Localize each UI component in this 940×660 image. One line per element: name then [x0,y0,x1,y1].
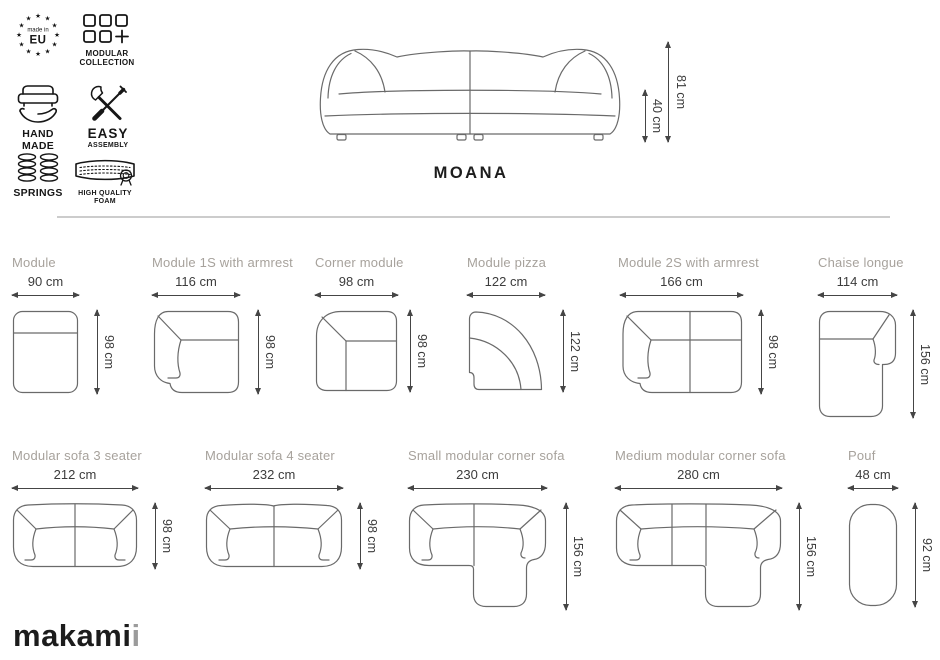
collection-label: COLLECTION [79,58,135,68]
svg-text:★: ★ [35,51,41,58]
module-name: Module 1S with armrest [152,255,293,270]
depth-arrow [155,503,156,569]
modular-collection-icon [83,14,131,45]
width-arrow [620,295,743,296]
depth-value: 98 cm [263,334,277,370]
module-top-view-drawing [12,310,79,394]
width-arrow [848,488,898,489]
depth-value: 98 cm [415,333,429,369]
depth-value: 98 cm [160,518,174,554]
badge-made-in-eu [13,10,63,60]
eu-label: EU [29,34,47,47]
depth-value: 98 cm [766,334,780,370]
width-value: 90 cm [27,274,64,289]
width-arrow [205,488,343,489]
svg-text:★: ★ [51,22,58,30]
width-value: 232 cm [252,467,296,482]
width-arrow [12,295,79,296]
width-value: 212 cm [53,467,97,482]
depth-value: 122 cm [568,330,582,372]
brand-logo [13,618,141,654]
width-arrow [818,295,897,296]
depth-arrow [258,310,259,394]
badge-hand-made [12,84,64,152]
depth-value: 98 cm [365,518,379,554]
depth-value: 92 cm [920,537,934,573]
module-name: Corner module [315,255,404,270]
depth-value: 156 cm [804,536,818,577]
brand-logo-accent: i [131,618,141,653]
module-name: Modular sofa 4 seater [205,448,335,463]
svg-text:★: ★ [16,32,22,39]
springs-label: SPRINGS [13,187,63,199]
svg-text:★: ★ [35,13,41,20]
svg-text:★: ★ [25,48,32,56]
depth-arrow [799,503,800,610]
depth-arrow [97,310,98,394]
width-value: 230 cm [456,467,499,482]
depth-arrow [566,503,567,610]
module-top-view-drawing [315,310,398,392]
badge-high-quality-foam [72,156,138,206]
depth-value: 156 cm [571,536,585,577]
depth-value: 98 cm [102,334,116,370]
width-value: 48 cm [855,467,891,482]
product-title: MOANA [433,164,509,182]
module-top-view-drawing [205,503,343,569]
depth-arrow [410,310,411,392]
high-quality-foam-icon [74,156,136,186]
depth-arrow [360,503,361,569]
width-arrow [467,295,545,296]
depth-arrow [913,310,914,418]
width-value: 114 cm [836,274,879,289]
badge-modular-collection [76,14,138,67]
module-name: Module 2S with armrest [618,255,759,270]
svg-text:★: ★ [51,41,58,49]
total-height-value: 81 cm [674,74,688,110]
svg-text:★: ★ [44,15,51,23]
springs-icon [16,152,60,183]
module-name: Medium modular corner sofa [615,448,786,463]
depth-arrow [915,503,916,607]
svg-text:★: ★ [54,32,60,39]
section-divider [57,216,890,218]
module-top-view-drawing [408,503,547,610]
badge-springs [12,152,64,199]
svg-text:★: ★ [44,48,51,56]
module-name: Pouf [848,448,876,463]
width-value: 98 cm [338,274,375,289]
easy-label: EASY [87,126,129,141]
made-label: MADE [21,140,55,153]
width-value: 116 cm [175,274,217,289]
moana-sofa-front-drawing [318,38,622,150]
module-top-view-drawing [12,503,138,569]
svg-text:★: ★ [18,41,25,49]
depth-arrow [563,310,564,392]
hand-made-icon [16,84,60,124]
modular-label: MODULAR [85,49,129,58]
module-name: Small modular corner sofa [408,448,565,463]
width-arrow [12,488,138,489]
depth-arrow [761,310,762,394]
svg-text:★: ★ [18,22,25,30]
module-top-view-drawing [615,503,782,610]
foam-label: FOAM [94,198,116,206]
hand-label: HAND [22,128,54,140]
module-name: Chaise longue [818,255,904,270]
seat-height-arrow [645,90,646,142]
seat-height-value: 40 cm [650,98,664,134]
width-value: 122 cm [484,274,528,289]
module-top-view-drawing [152,310,240,394]
assembly-label: ASSEMBLY [87,141,129,149]
eu-stars-icon [14,10,62,60]
width-arrow [315,295,398,296]
module-name: Modular sofa 3 seater [12,448,142,463]
module-top-view-drawing [818,310,897,418]
width-value: 280 cm [677,467,720,482]
width-arrow [615,488,782,489]
svg-text:★: ★ [25,15,32,23]
width-arrow [152,295,240,296]
module-name: Module [12,255,56,270]
badge-easy-assembly [82,84,134,150]
depth-value: 156 cm [918,343,932,385]
width-arrow [408,488,547,489]
made-in-label: made in [27,27,49,34]
width-value: 166 cm [660,274,703,289]
module-name: Module pizza [467,255,546,270]
brand-logo-main: makami [13,618,132,653]
high-quality-label: HIGH QUALITY [78,190,132,197]
module-top-view-drawing [620,310,743,394]
easy-assembly-icon [89,84,127,122]
module-top-view-drawing [467,310,545,392]
total-height-arrow [668,42,669,142]
module-top-view-drawing [848,503,898,607]
